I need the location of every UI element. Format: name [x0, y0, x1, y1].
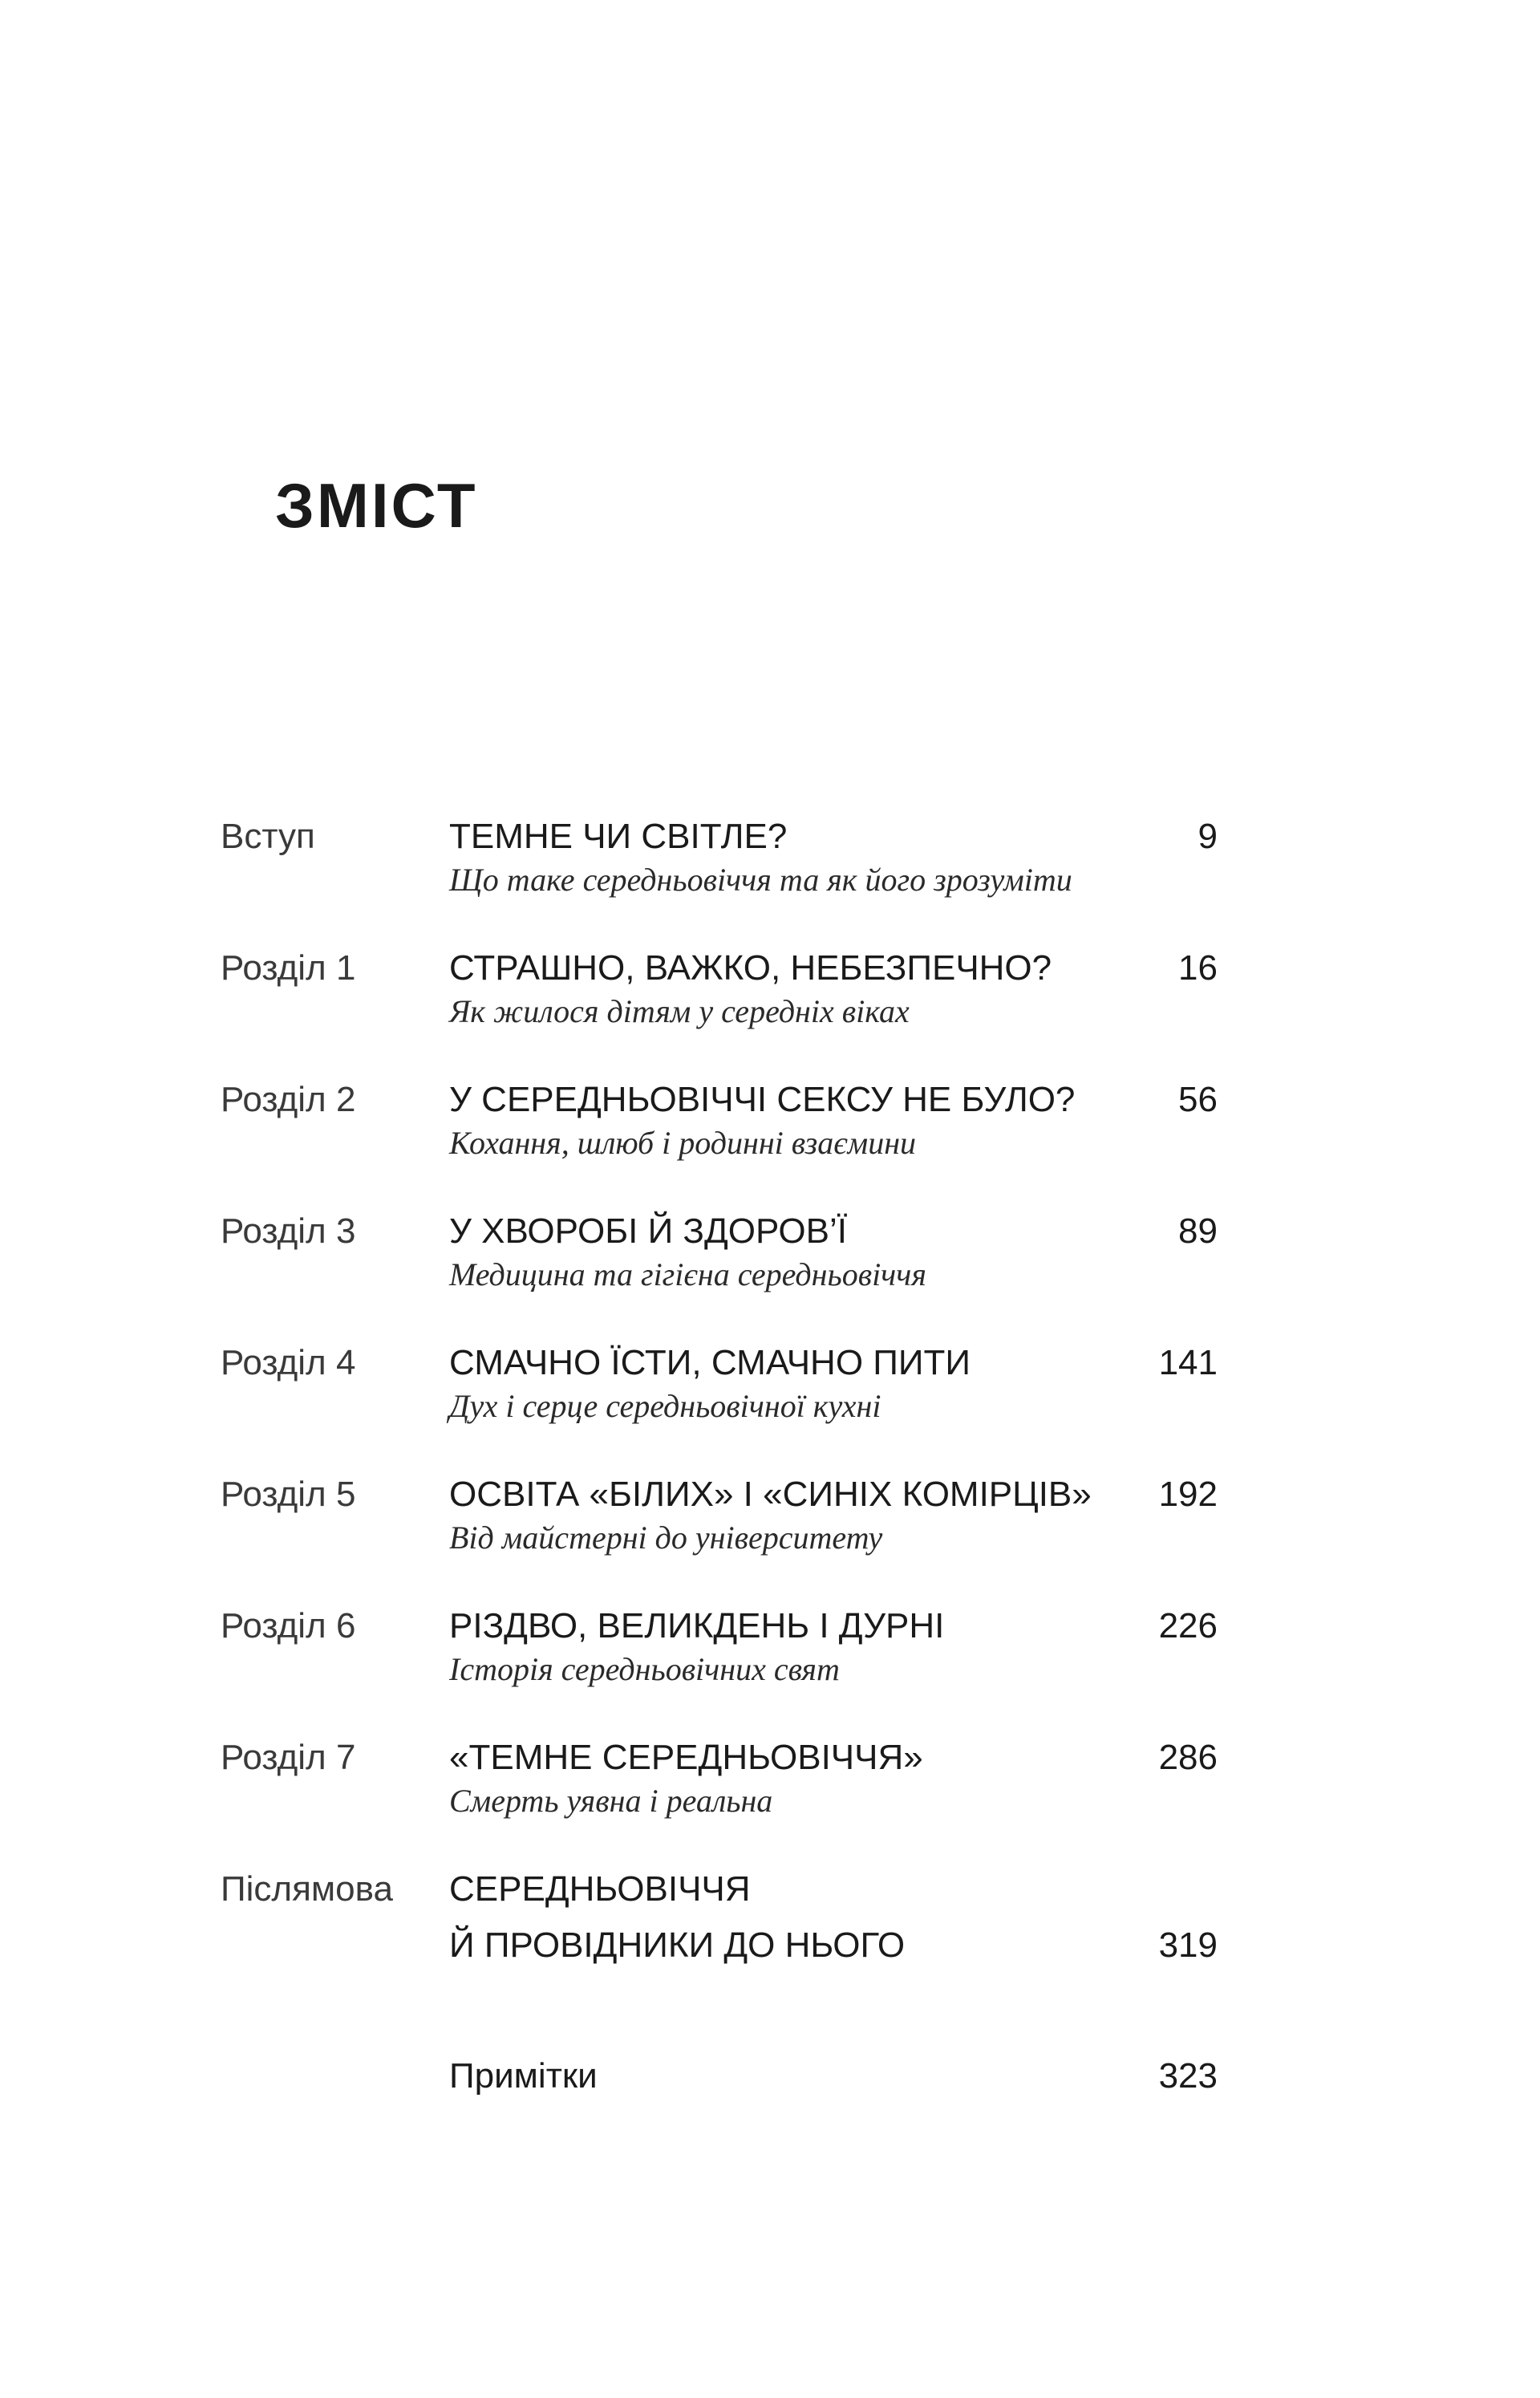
toc-entry-label: Вступ — [221, 817, 315, 856]
toc-entry-title-line-2: Й ПРОВІДНИКИ ДО НЬОГО — [449, 1925, 906, 1965]
toc-entry-label: Післямова — [221, 1869, 393, 1909]
toc-entry-subtitle: Дух і серце середньовічної кухні — [449, 1388, 881, 1424]
toc-entry-label: Розділ 1 — [221, 948, 356, 988]
toc-entry-page-number: 89 — [1178, 1211, 1218, 1251]
toc-entry-title: ТЕМНЕ ЧИ СВІТЛЕ? — [449, 817, 788, 856]
toc-entry-label: Розділ 3 — [221, 1211, 356, 1251]
toc-entry-page-number: 141 — [1158, 1343, 1218, 1382]
toc-entry-label: Розділ 6 — [221, 1606, 356, 1645]
toc-entry-title: РІЗДВО, ВЕЛИКДЕНЬ І ДУРНІ — [449, 1606, 945, 1645]
toc-entry-subtitle: Кохання, шлюб і родинні взаємини — [449, 1125, 917, 1161]
toc-entry-page-number: 16 — [1178, 948, 1218, 988]
toc-entry-title: Примітки — [449, 2056, 598, 2096]
toc-entry-subtitle: Як жилося дітям у середніх віках — [449, 993, 910, 1029]
toc-entry-label: Розділ 7 — [221, 1738, 356, 1777]
toc-entry-label: Розділ 2 — [221, 1080, 356, 1119]
toc-entry-label: Розділ 5 — [221, 1475, 356, 1514]
toc-entry-page-number: 323 — [1158, 2056, 1218, 2096]
toc-entry-title: «ТЕМНЕ СЕРЕДНЬОВІЧЧЯ» — [449, 1738, 923, 1777]
toc-entry-page-number: 56 — [1178, 1080, 1218, 1119]
toc-entry-label: Розділ 4 — [221, 1343, 356, 1382]
toc-entry-title: У ХВОРОБІ Й ЗДОРОВ’Ї — [449, 1211, 847, 1251]
toc-entry-title: ОСВІТА «БІЛИХ» І «СИНІХ КОМІРЦІВ» — [449, 1475, 1092, 1514]
page-title: ЗМІСТ — [275, 470, 478, 541]
toc-entry-subtitle: Медицина та гігієна середньовіччя — [449, 1256, 926, 1292]
toc-entry-title-line-1: СЕРЕДНЬОВІЧЧЯ — [449, 1869, 751, 1909]
toc-entry-subtitle: Смерть уявна і реальна — [449, 1783, 773, 1819]
toc-entry-subtitle: Від майстерні до університету — [449, 1520, 883, 1556]
toc-entry-subtitle: Що таке середньовіччя та як його зрозуміти — [449, 862, 1072, 898]
toc-entry-page-number: 192 — [1158, 1475, 1218, 1514]
toc-entry-page-number: 319 — [1158, 1925, 1218, 1965]
toc-entry-page-number: 286 — [1158, 1738, 1218, 1777]
toc-entry-title: У СЕРЕДНЬОВІЧЧІ СЕКСУ НЕ БУЛО? — [449, 1080, 1076, 1119]
toc-entry-page-number: 9 — [1198, 817, 1218, 856]
toc-entry-title: СТРАШНО, ВАЖКО, НЕБЕЗПЕЧНО? — [449, 948, 1052, 988]
toc-entry-subtitle: Історія середньовічних свят — [449, 1651, 840, 1687]
toc-entry-title: СМАЧНО ЇСТИ, СМАЧНО ПИТИ — [449, 1343, 971, 1382]
toc-entry-page-number: 226 — [1158, 1606, 1218, 1645]
